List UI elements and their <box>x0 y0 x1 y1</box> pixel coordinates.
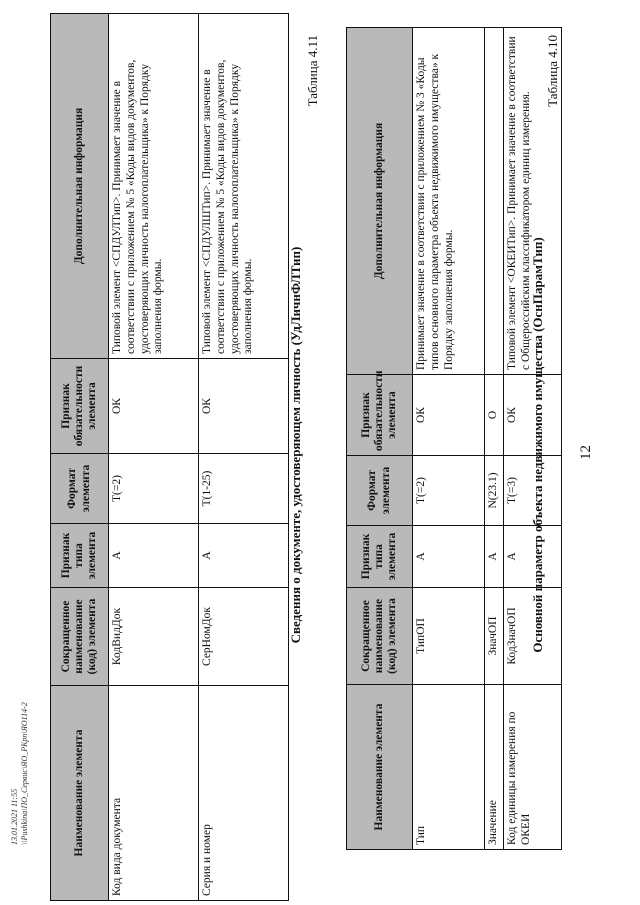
table-row <box>503 28 561 850</box>
table-cell: T(=3) <box>503 456 561 526</box>
column-header: Дополнительная информация <box>51 14 109 359</box>
table-cell: T(=2) <box>413 456 485 526</box>
table-cell: А <box>485 526 504 588</box>
table-cell: Код единицы измерения по ОКЕИ <box>503 685 561 850</box>
column-header: Сокращенное наименование (код) элемента <box>51 588 109 686</box>
table-row <box>485 28 504 850</box>
table-cell: КодВидДок <box>109 588 199 686</box>
table-cell <box>485 28 504 375</box>
table-cell: КодЗначОП <box>503 588 561 685</box>
table-header-row <box>347 28 413 850</box>
table-cell: А <box>413 526 485 588</box>
file-stamp-date: 13.01.2021 11:55 <box>10 788 19 845</box>
table-cell: А <box>109 524 199 588</box>
table-cell: ОК <box>109 359 199 454</box>
table-cell: ЗначОП <box>485 588 504 685</box>
table-cell: ОК <box>413 375 485 456</box>
column-header: Наименование элемента <box>51 686 109 901</box>
table-cell: N(23.1) <box>485 456 504 526</box>
data-table <box>50 13 289 901</box>
table-cell: А <box>199 524 289 588</box>
table-title: Основной параметр объекта недвижимого имущества (ОснПарамТип) <box>530 237 545 653</box>
column-header: Сокращенное наименование (код) элемента <box>347 588 413 685</box>
table-cell: T(1-25) <box>199 454 289 524</box>
table-cell: Типовой элемент <ОКЕИТип>. Принимает значение в соответствии с Общероссийским классификатором единиц измерения. <box>503 28 561 375</box>
column-header: Признак типа элемента <box>51 524 109 588</box>
table-cell: А <box>503 526 561 588</box>
table-row <box>413 28 485 850</box>
table-cell: Значение <box>485 685 504 850</box>
table-cell: Код вида документа <box>109 686 199 901</box>
table-caption: Таблица 4.11 <box>305 35 320 107</box>
table-cell: СерНомДок <box>199 588 289 686</box>
table-header-row <box>51 14 109 901</box>
table-title: Сведения о документе, удостоверяющем личность (УдЛичнФЛТип) <box>288 246 303 644</box>
column-header: Дополнительная информация <box>347 28 413 375</box>
table-cell: Серия и номер <box>199 686 289 901</box>
table-cell: О <box>485 375 504 456</box>
column-header: Признак обязательности элемента <box>51 359 109 454</box>
table-cell: ОК <box>199 359 289 454</box>
table-caption: Таблица 4.10 <box>545 35 560 107</box>
table-cell: Типовой элемент <СПДУЛТип>. Принимает значение в соответствии с приложением № 5 «Коды видов документов, удостоверяющих личность налогоплательщика» к Порядку заполнения формы. <box>109 14 199 359</box>
table-row <box>109 14 199 901</box>
table-cell: T(=2) <box>109 454 199 524</box>
data-table <box>346 27 562 850</box>
column-header: Наименование элемента <box>347 685 413 850</box>
table-cell: ОК <box>503 375 561 456</box>
table-cell: Принимает значение в соответствии с приложением № 3 «Коды типов основного параметра объекта недвижимого имущества» к Порядку заполнения формы. <box>413 28 485 375</box>
table-cell: Тип <box>413 685 485 850</box>
column-header: Признак типа элемента <box>347 526 413 588</box>
column-header: Формат элемента <box>51 454 109 524</box>
column-header: Формат элемента <box>347 456 413 526</box>
file-stamp-path: \\Pushkina\ПО_Сервис\ЯО_РКрп\ЯО114-2 <box>20 702 29 845</box>
column-header: Признак обязательности элемента <box>347 375 413 456</box>
table-row <box>199 14 289 901</box>
table-cell: Типовой элемент <СПДУЛШТип>. Принимает значение в соответствии с приложением № 5 «Коды видов документов, удостоверяющих личность налогоплательщика» к Порядку заполнения формы. <box>199 14 289 359</box>
page-number: 12 <box>578 445 594 460</box>
table-cell: ТипОП <box>413 588 485 685</box>
file-stamp <box>10 585 30 845</box>
